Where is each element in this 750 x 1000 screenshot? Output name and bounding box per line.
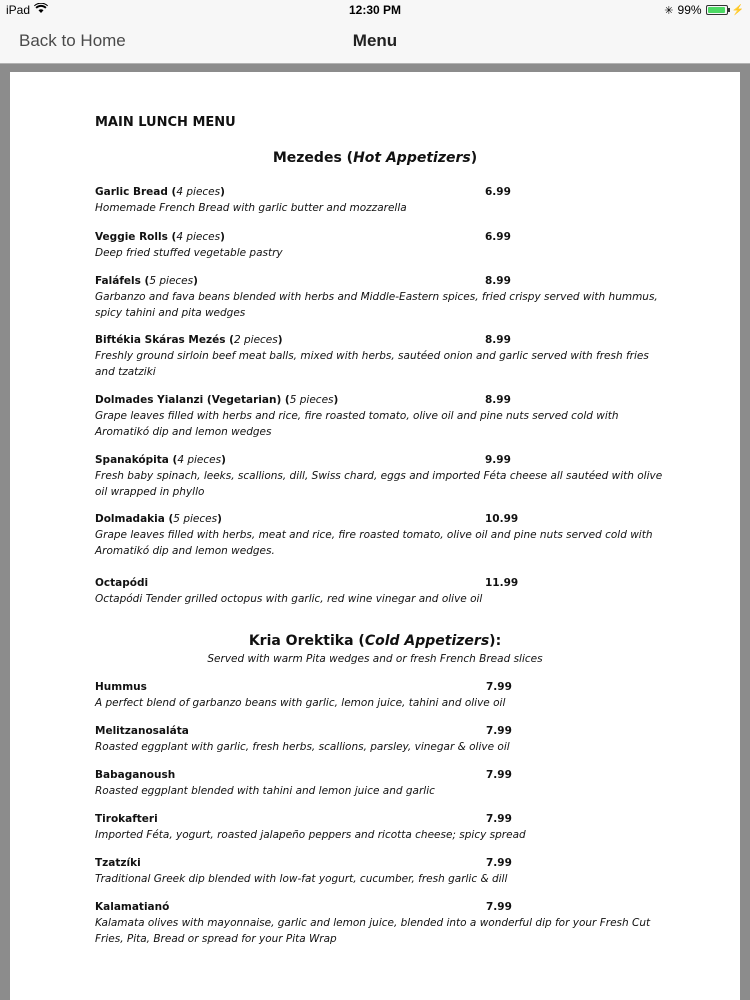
status-bar <box>0 0 750 20</box>
menu-item-name: Melitzanosaláta <box>95 725 189 737</box>
menu-item-price: 8.99 <box>485 275 511 287</box>
back-to-home-button[interactable]: Back to Home <box>19 31 126 50</box>
menu-item <box>95 811 695 843</box>
menu-item-description: Roasted eggplant blended with tahini and lemon juice and garlic <box>95 785 435 797</box>
menu-item <box>95 679 695 711</box>
menu-item-name: Veggie Rolls <box>95 231 168 243</box>
menu-item-name: Tzatzíki <box>95 857 141 869</box>
menu-item-name: Faláfels <box>95 275 141 287</box>
menu-item-description: Deep fried stuffed vegetable pastry <box>95 247 283 259</box>
menu-item <box>95 511 695 559</box>
menu-item-name: Biftékia Skáras Mezés <box>95 334 226 346</box>
hot-title-suffix: ) <box>470 150 478 166</box>
menu-item-description: Kalamata olives with mayonnaise, garlic and lemon juice, blended into a wonderful dip for your Fresh Cut Fries, Pita, Bread or spread for your Pita Wrap <box>95 917 651 945</box>
charging-icon: ⚡ <box>731 4 744 16</box>
menu-item <box>95 332 695 380</box>
menu-item <box>95 392 695 440</box>
menu-item <box>95 899 695 947</box>
menu-item-name-line <box>95 575 695 591</box>
status-right <box>664 3 744 17</box>
menu-item-name-line <box>95 679 695 695</box>
menu-document[interactable] <box>10 72 740 1000</box>
menu-item-price: 7.99 <box>486 813 512 825</box>
menu-item-name: Dolmades Yialanzi (Vegetarian) <box>95 394 282 406</box>
menu-item-name: Kalamatianó <box>95 901 170 913</box>
menu-item <box>95 229 695 261</box>
menu-item-name: Dolmadakia <box>95 513 165 525</box>
menu-item-name-line <box>95 899 695 915</box>
menu-item-description: Fresh baby spinach, leeks, scallions, dill, Swiss chard, eggs and imported Féta cheese all sautéed with olive oil wrapped in phyllo <box>95 470 663 498</box>
menu-item-price: 6.99 <box>485 186 511 198</box>
hot-title-prefix: Mezedes ( <box>272 150 354 166</box>
menu-item-description: Freshly ground sirloin beef meat balls, mixed with herbs, sautéed onion and garlic served with fresh fries and tzatziki <box>95 350 649 378</box>
menu-item-description: Imported Féta, yogurt, roasted jalapeño peppers and ricotta cheese; spicy spread <box>95 829 526 841</box>
menu-item-quantity: 5 pieces <box>149 275 194 287</box>
menu-item-description: Traditional Greek dip blended with low-fat yogurt, cucumber, fresh garlic & dill <box>95 873 508 885</box>
menu-item-quantity: 4 pieces <box>176 186 221 198</box>
menu-item-name-line <box>95 811 695 827</box>
menu-item-price: 11.99 <box>485 577 519 589</box>
menu-item <box>95 452 695 500</box>
menu-item-name: Octapódi <box>95 577 149 589</box>
battery-fill <box>708 7 726 13</box>
cold-title-suffix: ): <box>489 633 502 649</box>
menu-item-name: Babaganoush <box>95 769 176 781</box>
menu-item-quantity: 4 pieces <box>177 454 222 466</box>
menu-item-name-line: Spanakópita (4 pieces) <box>95 454 226 466</box>
menu-item-price: 7.99 <box>486 769 512 781</box>
menu-item-description: Grape leaves filled with herbs, meat and rice, fire roasted tomato, olive oil and pine nuts served cold with Aromatikó dip and lemon wedges. <box>95 529 653 557</box>
menu-item-price: 7.99 <box>486 857 512 869</box>
menu-item <box>95 767 695 799</box>
cold-appetizers-title <box>10 633 740 649</box>
menu-item <box>95 184 695 216</box>
menu-heading: MAIN LUNCH MENU <box>95 115 236 130</box>
menu-item-price: 7.99 <box>486 725 512 737</box>
menu-item-price: 8.99 <box>485 334 511 346</box>
menu-item-price: 7.99 <box>486 681 512 693</box>
menu-item-description: Octapódi Tender grilled octopus with garlic, red wine vinegar and olive oil <box>95 593 483 605</box>
menu-item-name: Garlic Bread <box>95 186 168 198</box>
menu-item-quantity: 4 pieces <box>176 231 221 243</box>
page-title: Menu <box>352 31 398 50</box>
navigation-bar <box>0 20 750 64</box>
menu-item <box>95 723 695 755</box>
menu-item-name-line: Dolmadakia (5 pieces) <box>95 513 222 525</box>
menu-item-name: Hummus <box>95 681 147 693</box>
menu-item-price: 9.99 <box>485 454 511 466</box>
menu-item <box>95 273 695 321</box>
menu-item-price: 6.99 <box>485 231 511 243</box>
menu-item-price: 10.99 <box>485 513 519 525</box>
battery-percent: 99% <box>677 3 702 17</box>
menu-item-name-line <box>95 855 695 871</box>
menu-item-name-line <box>95 767 695 783</box>
menu-item-description: Grape leaves filled with herbs and rice, fire roasted tomato, olive oil and pine nuts served cold with Aromatikó dip and lemon wedges <box>95 410 619 438</box>
device-name: iPad <box>6 3 31 17</box>
status-time: 12:30 PM <box>348 3 402 17</box>
menu-item-name-line <box>95 723 695 739</box>
menu-item-name-line: Dolmades Yialanzi (Vegetarian) (5 pieces) <box>95 394 339 406</box>
hot-title-italic: Hot Appetizers <box>353 150 471 166</box>
menu-item-description: Roasted eggplant with garlic, fresh herbs, scallions, parsley, vinegar & olive oil <box>95 741 510 753</box>
cold-appetizers-subtitle: Served with warm Pita wedges and or fresh French Bread slices <box>207 653 543 665</box>
menu-item-quantity: 5 pieces <box>173 513 218 525</box>
cold-title-italic: Cold Appetizers <box>364 633 490 649</box>
menu-item-name: Spanakópita <box>95 454 169 466</box>
menu-item <box>95 855 695 887</box>
menu-item-quantity: 2 pieces <box>233 334 278 346</box>
battery-icon <box>706 5 728 15</box>
menu-item-name: Tirokafteri <box>95 813 158 825</box>
menu-item-name-line: Faláfels (5 pieces) <box>95 275 198 287</box>
hot-appetizers-title <box>10 150 740 166</box>
menu-item-name-line: Biftékia Skáras Mezés (2 pieces) <box>95 334 283 346</box>
menu-item-description: Garbanzo and fava beans blended with herbs and Middle-Eastern spices, fried crispy served with hummus, spicy tahini and pita wedges <box>95 291 658 319</box>
bluetooth-icon: ✳ <box>664 4 674 17</box>
menu-item-price: 7.99 <box>486 901 512 913</box>
menu-item-name-line: Veggie Rolls (4 pieces) <box>95 231 225 243</box>
menu-item-quantity: 5 pieces <box>289 394 334 406</box>
menu-item-name-line: Garlic Bread (4 pieces) <box>95 186 225 198</box>
menu-item-description: A perfect blend of garbanzo beans with garlic, lemon juice, tahini and olive oil <box>95 697 506 709</box>
menu-item <box>95 575 695 607</box>
menu-item-description: Homemade French Bread with garlic butter and mozzarella <box>95 202 407 214</box>
menu-item-price: 8.99 <box>485 394 511 406</box>
cold-title-prefix: Kria Orektika ( <box>248 633 365 649</box>
